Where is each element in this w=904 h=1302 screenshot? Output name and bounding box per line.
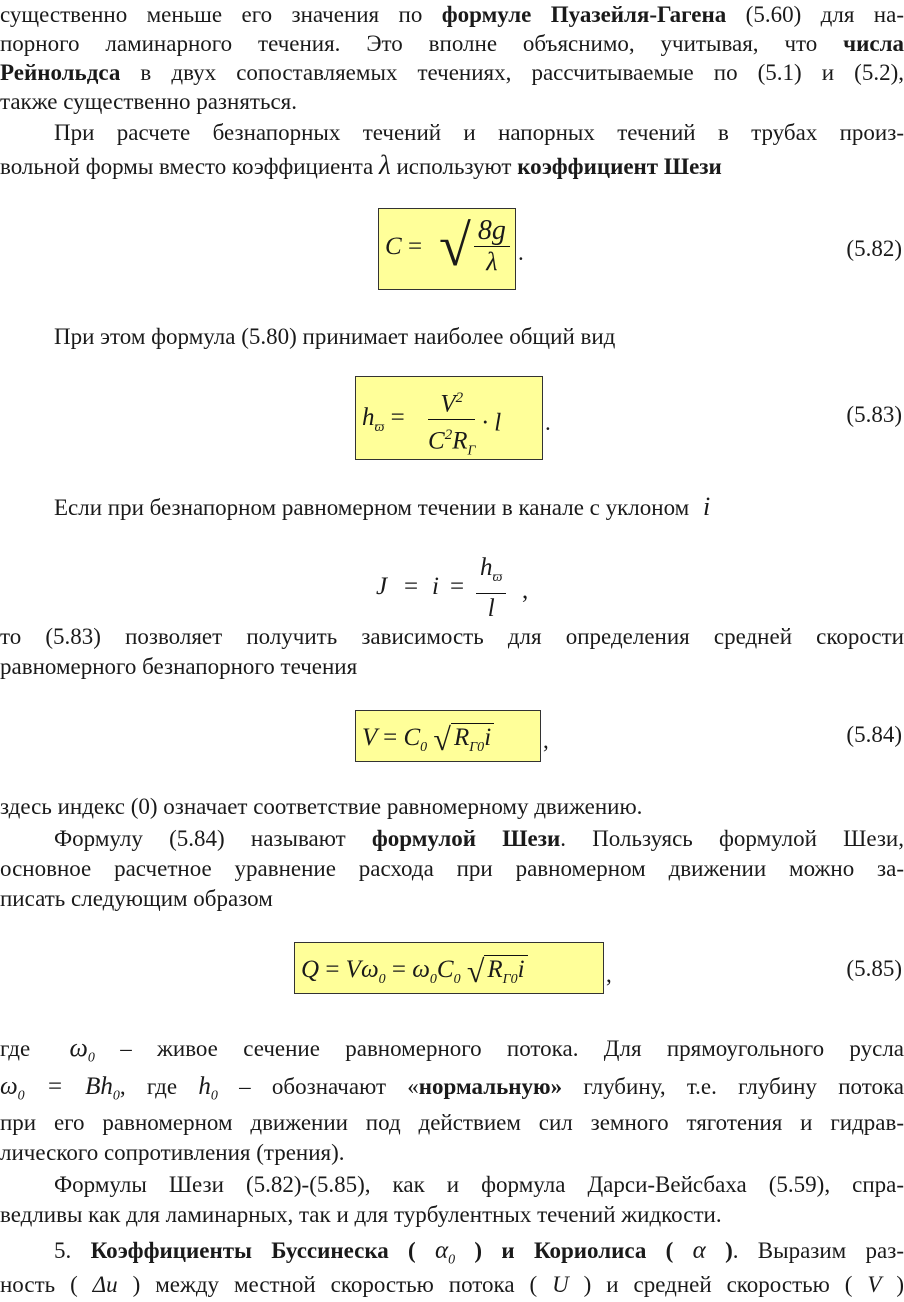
text: ность ( (0, 1272, 93, 1297)
text-line (54, 322, 904, 352)
formula-text: 0 (210, 1088, 218, 1104)
formula-text: = (325, 956, 340, 984)
formula-box-5-84 (355, 710, 541, 762)
text: ведливы как для ламинарных, так и для турбулентных течений жидкости. (0, 1202, 722, 1227)
formula-text: 2 (444, 427, 453, 444)
formula-text: J (376, 573, 388, 600)
formula-text: 0 (420, 740, 428, 756)
text-line (54, 824, 904, 854)
formula-text: 0 (87, 1050, 95, 1066)
formula-text: R (452, 427, 468, 455)
bold-term: формулой Шези (371, 826, 561, 851)
text-line (0, 652, 904, 682)
formula-text: Δu (92, 1272, 118, 1297)
formula-text: 0 (378, 972, 386, 988)
text-line (0, 792, 904, 822)
text: (5.60) для на- (726, 2, 904, 27)
formula-text: i (517, 956, 525, 983)
formula-text: , (543, 728, 549, 753)
bold-term: числа (843, 31, 904, 56)
text: порного ламинарного течения. Это вполне объяснимо, учитывая, что (0, 31, 844, 56)
formula-text: Q (301, 956, 320, 984)
text: . Пользуясь формулой Шези, (560, 826, 904, 851)
text: лического сопротивления (трения). (0, 1140, 345, 1165)
fraction (476, 553, 506, 624)
bold-term: Коэффициенты Буссинеска ( (90, 1238, 435, 1263)
text: равномерного безнапорного течения (0, 654, 358, 679)
formula-text: V (440, 390, 456, 418)
text: При расчете безнапорных течений и напорных течений в трубах произ- (54, 120, 904, 145)
formula-text: = (407, 233, 423, 260)
text-line (0, 1138, 904, 1168)
text: в двух сопоставляемых течениях, рассчитываемые по (5.1) и (5.2), (120, 60, 904, 85)
text: где (0, 1036, 31, 1061)
formula-box-5-83 (355, 376, 543, 460)
text-line (0, 0, 904, 30)
text: существенно меньше его значения по (0, 2, 442, 27)
bold-term: коэффициент Шези (517, 154, 722, 179)
text: то (5.83) позволяет получить зависимость для определения средней скорости (0, 624, 904, 649)
formula-text: · l (481, 409, 502, 437)
bold-term: ) (705, 1238, 733, 1263)
text: – живое сечение равномерного потока. Для прямоугольного русла (120, 1036, 904, 1061)
text-line (0, 150, 904, 182)
formula-box-5-82 (378, 208, 516, 290)
text-line (0, 884, 904, 914)
formula-text: U (552, 1272, 569, 1297)
text: . Выразим раз- (732, 1238, 904, 1263)
text: глубину, т.е. глубину потока (562, 1074, 904, 1099)
formula-text: h (362, 404, 375, 431)
text: 5. (54, 1238, 91, 1263)
slope-symbol: i (702, 492, 711, 521)
text-line (0, 87, 904, 117)
formula-text: = (450, 573, 465, 600)
formula-text: C (403, 724, 421, 752)
text-line (54, 1170, 904, 1200)
text: вольной формы вместо коэффициента (0, 154, 379, 179)
text-line (0, 1072, 904, 1112)
text-line (0, 1108, 904, 1138)
sqrt: √ $\frac{8g}{\lambda}$ (439, 213, 513, 279)
formula-text: α (692, 1237, 706, 1264)
text-line (0, 1033, 904, 1074)
formula-text: i (432, 573, 439, 600)
formula-text: Γ0 (469, 740, 485, 755)
formula-text: C (385, 233, 402, 260)
text: Формулу (5.84) называют (54, 826, 372, 851)
formula-text: C (428, 427, 445, 455)
omega-symbol: ω (69, 1033, 88, 1062)
equation-number: (5.84) (846, 722, 902, 747)
text: основное расчетное уравнение расхода при равномерном движении можно за- (0, 856, 904, 881)
formula-text: 0 (112, 1088, 120, 1104)
formula-text: = Bh (24, 1073, 113, 1100)
formula-text: Γ0 (502, 972, 518, 987)
lambda-symbol: λ (378, 150, 391, 180)
bold-term: формуле Пуазейля-Гагена (441, 2, 727, 27)
formula-text: λ (486, 246, 498, 276)
text-line (0, 29, 904, 59)
text: ) и средней скоростью ( (568, 1272, 868, 1297)
formula-text: 0 (429, 972, 437, 988)
text: используют (390, 154, 518, 179)
formula-text: = (383, 724, 398, 752)
text-line (0, 622, 904, 652)
text: , где (119, 1074, 199, 1099)
formula-text: 0 (448, 1252, 456, 1268)
fraction (474, 216, 510, 277)
equation-number: (5.83) (846, 402, 902, 427)
text: Если при безнапорном равномерном течении в канале с уклоном (54, 495, 695, 520)
bold-term: нормальную» (418, 1074, 563, 1099)
text-line (54, 492, 904, 523)
text: При этом формула (5.80) принимает наиболее общий вид (54, 324, 616, 349)
formula-text: ϖ (374, 420, 385, 435)
text-line (0, 1200, 904, 1230)
formula-text: ω (0, 1073, 18, 1100)
text-line (54, 118, 904, 148)
text: ) между местной скоростью потока ( (117, 1272, 553, 1297)
formula-text: = (391, 956, 406, 984)
text: здесь индекс (0) означает соответствие равномерному движению. (0, 794, 643, 819)
text: ) (881, 1272, 904, 1297)
formula-text: , (606, 962, 612, 987)
sqrt: √ $R_{\Gamma 0}i$ (467, 953, 528, 990)
bold-term: Рейнольдса (0, 60, 121, 85)
formula-text: α (435, 1237, 449, 1264)
formula-text: R (487, 956, 503, 983)
formula-text: = (390, 404, 405, 431)
formula-text: h (480, 554, 493, 581)
text: также существенно разняться. (0, 89, 297, 114)
formula-text: 2 (455, 390, 464, 406)
formula-text: 8g (474, 216, 510, 247)
formula-text: 0 (17, 1088, 25, 1104)
text-line (0, 854, 904, 884)
text-line (0, 1270, 904, 1300)
text: Формулы Шези (5.82)-(5.85), как и формула Дарси-Вейсбаха (5.59), спра- (54, 1172, 904, 1197)
formula-box-5-85 (294, 942, 604, 994)
equation-number: (5.82) (846, 236, 902, 261)
text-line (0, 58, 904, 88)
formula-text: ϖ (492, 570, 503, 585)
formula-text: V (867, 1272, 882, 1297)
equation-number: (5.85) (846, 956, 902, 981)
formula-text: ω (412, 956, 430, 984)
text: при его равномерном движении под действием сил земного тяготения и гидрав- (0, 1110, 904, 1135)
formula-text: C (436, 956, 454, 984)
formula-text: R (453, 724, 470, 751)
formula-text: i (484, 724, 492, 751)
formula-text: Γ (467, 443, 476, 459)
text: писать следующим образом (0, 886, 273, 911)
formula-text: . (518, 240, 524, 265)
formula-text: , (522, 577, 529, 604)
formula-text: l (487, 595, 495, 622)
bold-term: ) и Кориолиса ( (455, 1238, 693, 1263)
formula-text: . (545, 410, 551, 435)
formula-text: Vω (345, 956, 379, 984)
formula-text: = (404, 573, 419, 600)
formula-text: V (362, 724, 377, 752)
sqrt: √ $R_{\Gamma 0}i$ (433, 721, 494, 758)
formula-text: h (198, 1073, 211, 1100)
formula-text: 0 (453, 972, 461, 988)
fraction (428, 383, 475, 467)
text: – обозначают « (217, 1074, 419, 1099)
